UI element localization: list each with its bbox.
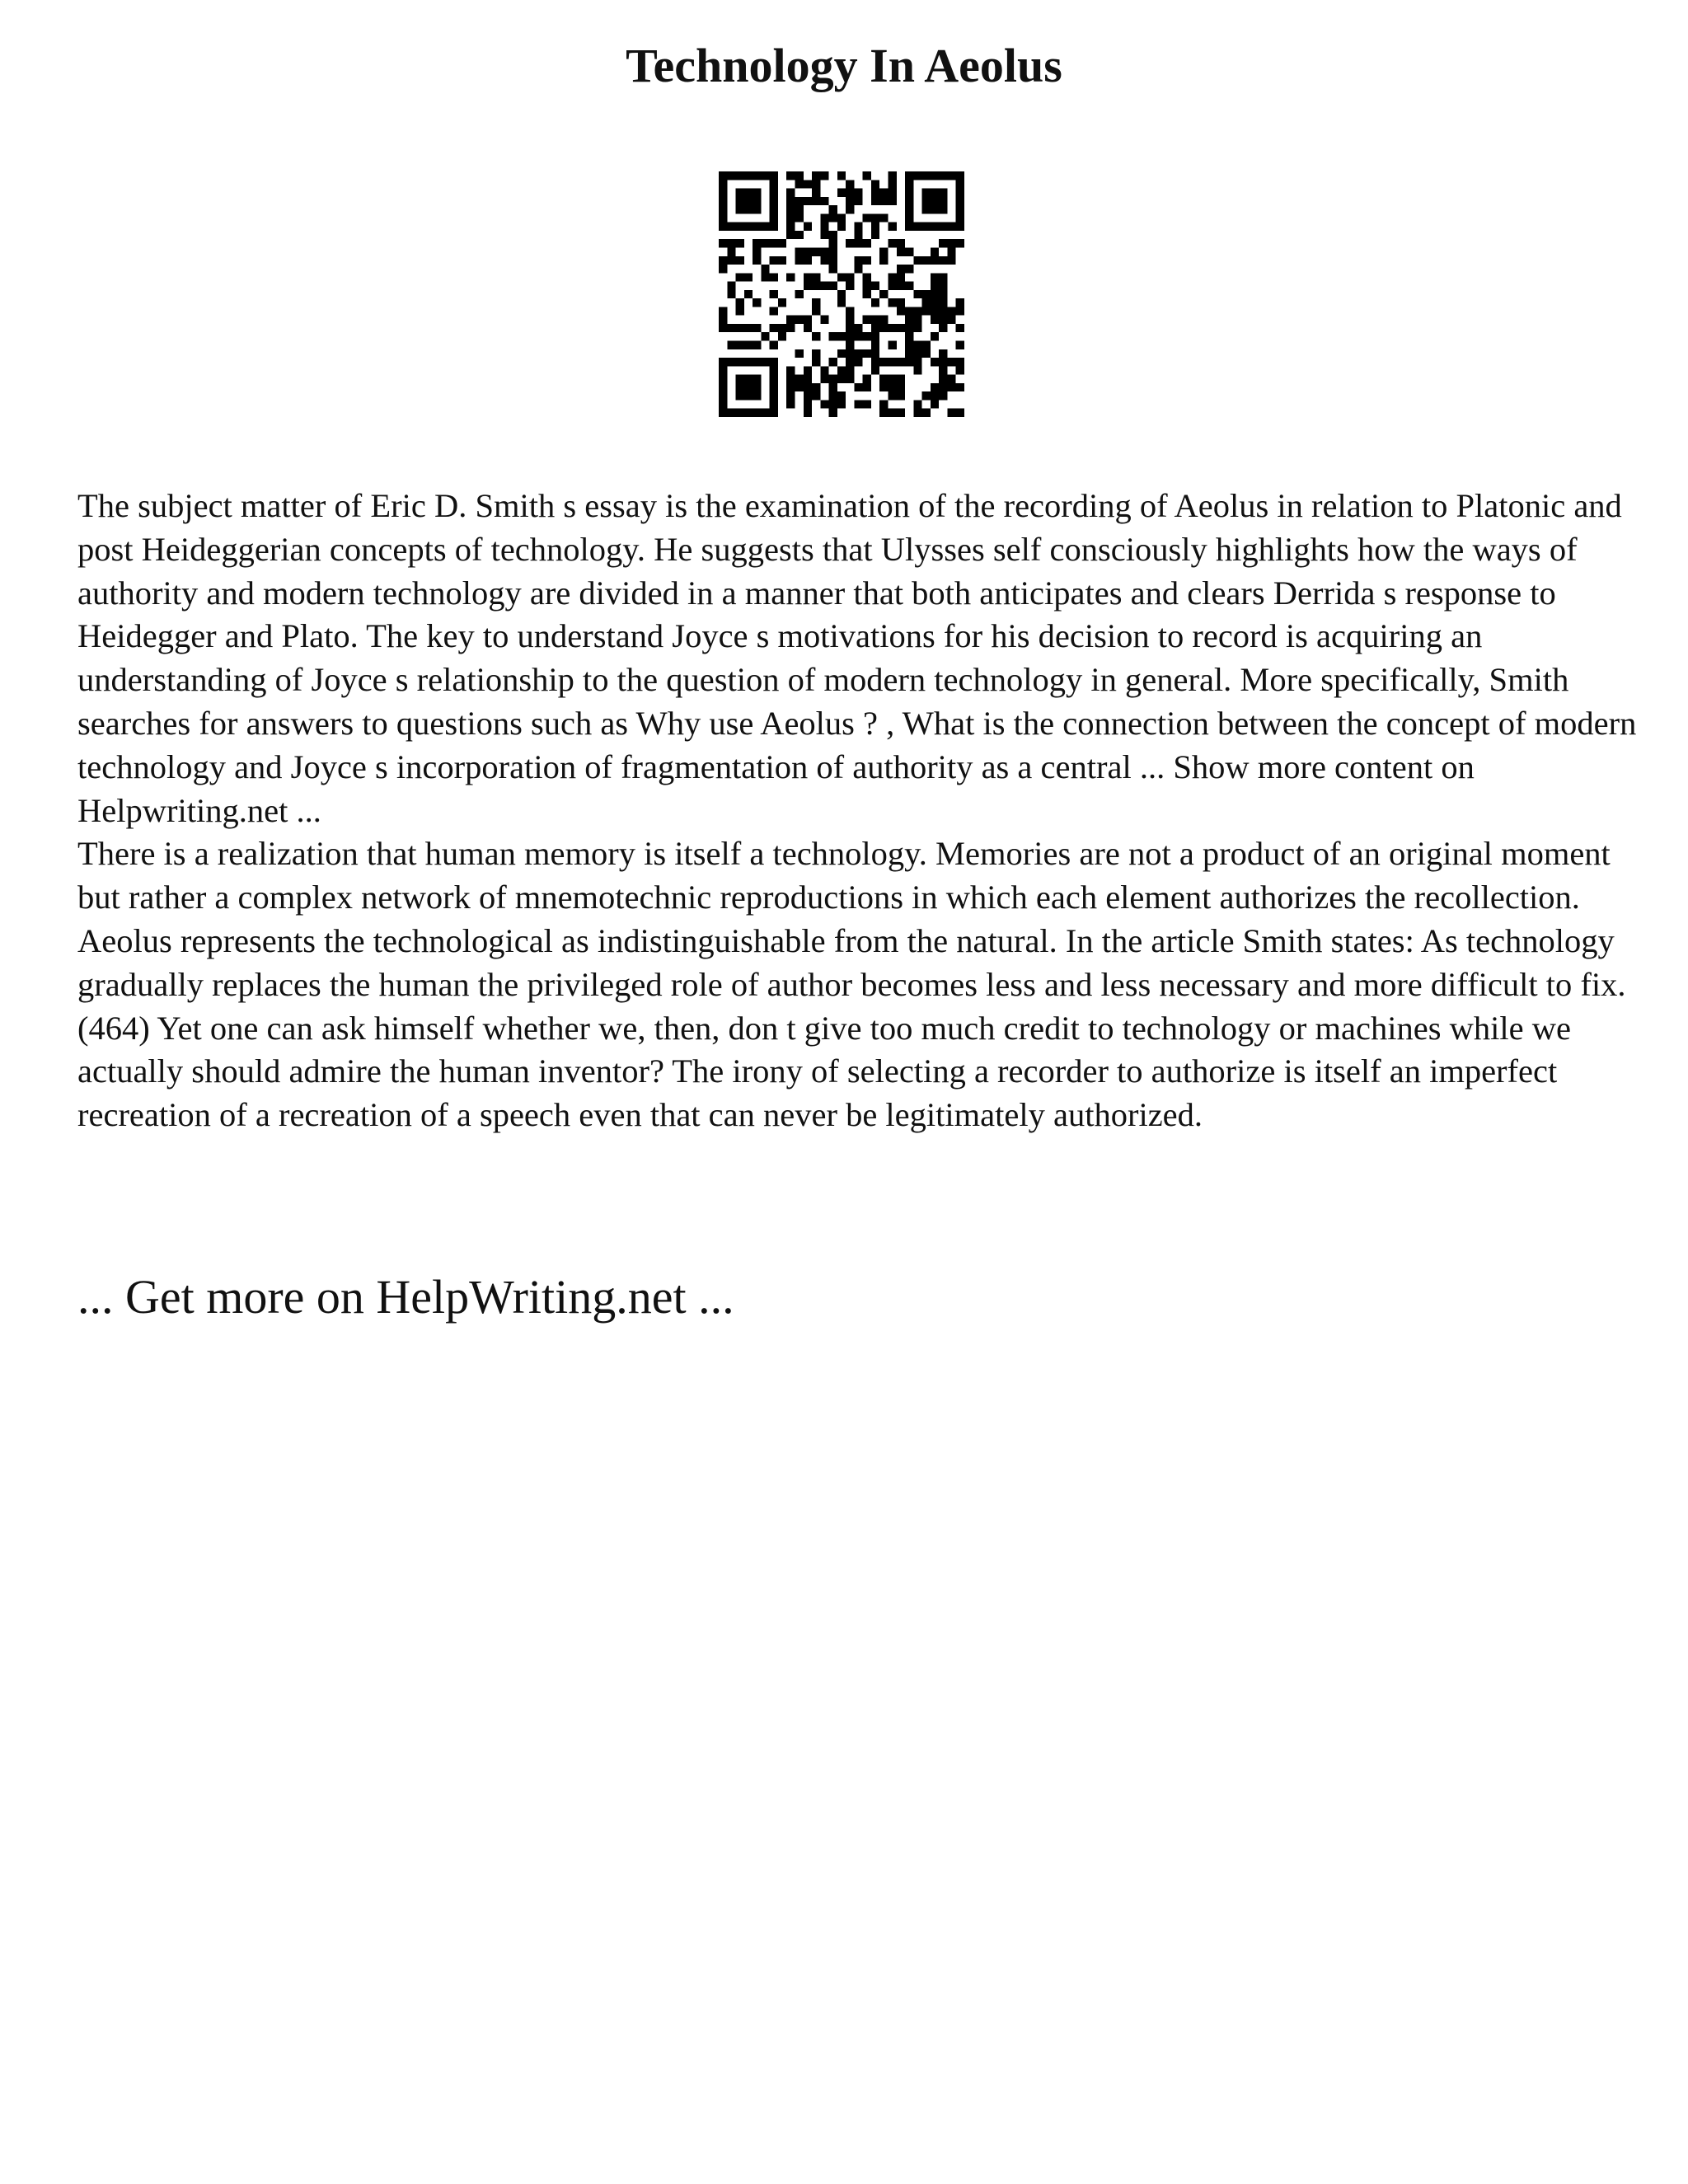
- paragraph: There is a realization that human memory is itself a technology. Memories are not a product of an original moment but rather a complex network of mnemotechnic reproductions in which each element authorizes the recollection. Aeolus represents the technological as indistinguishable from the natural. In the article Smith states: As technology gradually replaces the human the privileged role of author becomes less and less necessary and more difficult to fix. (464) Yet one can ask himself whether we, then, don t give too much credit to technology or machines while we actually should admire the human inventor? The irony of selecting a recorder to authorize is itself an imperfect recreation of a recreation of a speech even that can never be legitimately authorized.: [77, 835, 1626, 1134]
- qr-code-icon: [719, 171, 964, 417]
- page-title: Technology In Aeolus: [626, 39, 1062, 92]
- paragraph: The subject matter of Eric D. Smith s essay is the examination of the recording of Aeolus in relation to Platonic and post Heideggerian concepts of technology. He suggests that Ulysses self consciously highlights how the ways of authority and modern technology are divided in a manner that both anticipates and clears Derrida s response to Heidegger and Plato. The key to understand Joyce s motivations for his decision to record is acquiring an understanding of Joyce s relationship to the question of modern technology in general. More specifically, Smith searches for answers to questions such as Why use Aeolus ? , What is the connection between the concept of modern technology and Joyce s incorporation of fragmentation of authority as a central ... Show more content on Helpwriting.net ...: [77, 487, 1637, 829]
- essay-body: [77, 485, 1643, 1137]
- get-more-link[interactable]: ... Get more on HelpWriting.net ...: [77, 1270, 734, 1324]
